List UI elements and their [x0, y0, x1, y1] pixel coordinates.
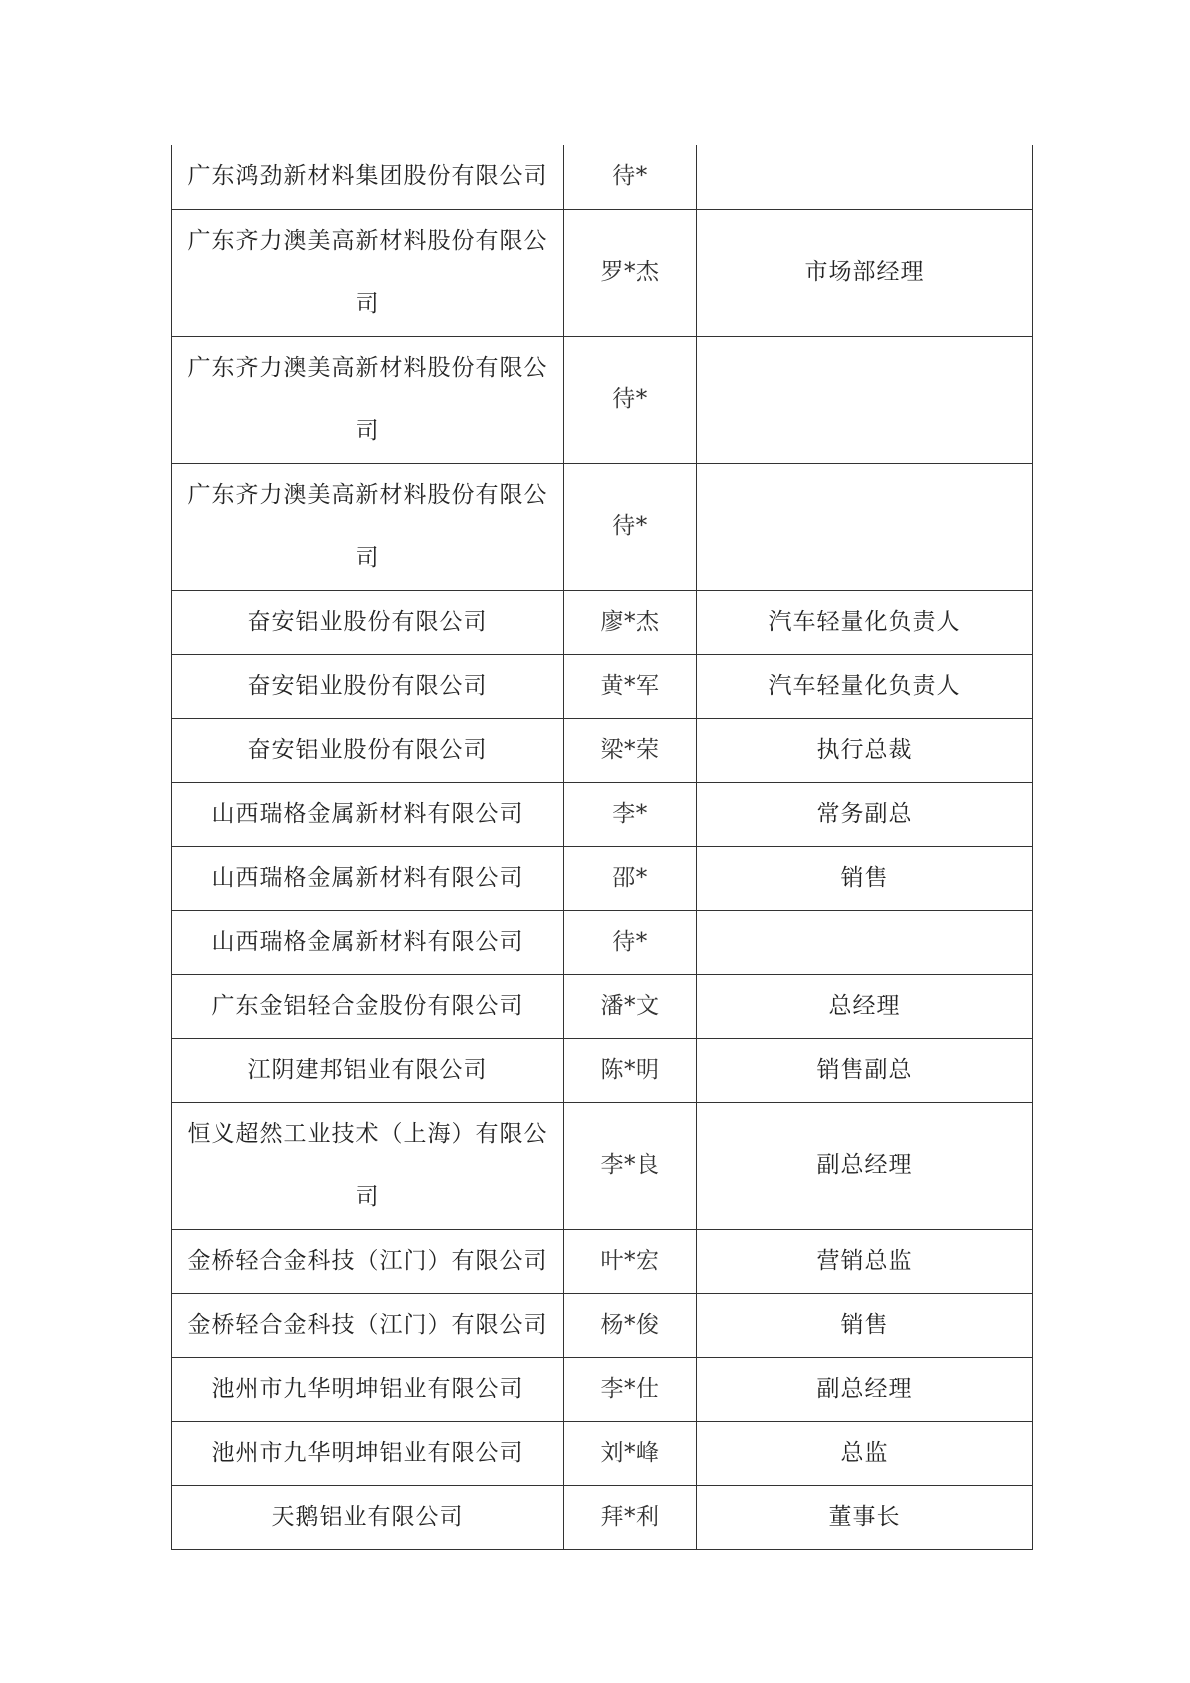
- table-row: [172, 1485, 1033, 1549]
- title-cell: 汽车轻量化负责人: [697, 654, 1033, 718]
- company-cell: 山西瑞格金属新材料有限公司: [172, 910, 564, 974]
- table-row: [172, 846, 1033, 910]
- table-row: [172, 782, 1033, 846]
- table-row: [172, 1038, 1033, 1102]
- title-cell: 销售: [697, 846, 1033, 910]
- table-row: [172, 654, 1033, 718]
- table-row: [172, 1421, 1033, 1485]
- table-row: [172, 1229, 1033, 1293]
- name-cell: 陈*明: [564, 1038, 697, 1102]
- table-row: [172, 974, 1033, 1038]
- title-cell: [697, 463, 1033, 590]
- company-cell: 奋安铝业股份有限公司: [172, 718, 564, 782]
- title-cell: 董事长: [697, 1485, 1033, 1549]
- title-cell: 销售: [697, 1293, 1033, 1357]
- name-cell: 罗*杰: [564, 209, 697, 336]
- company-cell: 池州市九华明坤铝业有限公司: [172, 1357, 564, 1421]
- company-cell: 广东齐力澳美高新材料股份有限公司: [172, 336, 564, 463]
- name-cell: 廖*杰: [564, 590, 697, 654]
- title-cell: 汽车轻量化负责人: [697, 590, 1033, 654]
- table-row: [172, 209, 1033, 336]
- title-cell: 总经理: [697, 974, 1033, 1038]
- name-cell: 邵*: [564, 846, 697, 910]
- company-cell: 山西瑞格金属新材料有限公司: [172, 846, 564, 910]
- table-row: [172, 145, 1033, 209]
- table-row: [172, 1293, 1033, 1357]
- name-cell: 潘*文: [564, 974, 697, 1038]
- title-cell: 市场部经理: [697, 209, 1033, 336]
- attendee-table: [171, 145, 1033, 1550]
- company-cell: 池州市九华明坤铝业有限公司: [172, 1421, 564, 1485]
- company-cell: 江阴建邦铝业有限公司: [172, 1038, 564, 1102]
- name-cell: 拜*利: [564, 1485, 697, 1549]
- title-cell: 总监: [697, 1421, 1033, 1485]
- title-cell: 副总经理: [697, 1102, 1033, 1229]
- title-cell: 销售副总: [697, 1038, 1033, 1102]
- title-cell: 副总经理: [697, 1357, 1033, 1421]
- name-cell: 待*: [564, 463, 697, 590]
- table-row: [172, 590, 1033, 654]
- table-row: [172, 1357, 1033, 1421]
- title-cell: 营销总监: [697, 1229, 1033, 1293]
- name-cell: 梁*荣: [564, 718, 697, 782]
- name-cell: 李*良: [564, 1102, 697, 1229]
- title-cell: [697, 145, 1033, 209]
- title-cell: [697, 910, 1033, 974]
- name-cell: 黄*军: [564, 654, 697, 718]
- name-cell: 李*仕: [564, 1357, 697, 1421]
- name-cell: 待*: [564, 336, 697, 463]
- company-cell: 金桥轻合金科技（江门）有限公司: [172, 1293, 564, 1357]
- company-cell: 广东金铝轻合金股份有限公司: [172, 974, 564, 1038]
- company-cell: 广东齐力澳美高新材料股份有限公司: [172, 463, 564, 590]
- table-row: [172, 718, 1033, 782]
- table-row: [172, 1102, 1033, 1229]
- name-cell: 杨*俊: [564, 1293, 697, 1357]
- table-row: [172, 336, 1033, 463]
- table-row: [172, 910, 1033, 974]
- company-cell: 金桥轻合金科技（江门）有限公司: [172, 1229, 564, 1293]
- name-cell: 待*: [564, 910, 697, 974]
- name-cell: 叶*宏: [564, 1229, 697, 1293]
- company-cell: 恒义超然工业技术（上海）有限公司: [172, 1102, 564, 1229]
- title-cell: [697, 336, 1033, 463]
- company-cell: 奋安铝业股份有限公司: [172, 590, 564, 654]
- name-cell: 李*: [564, 782, 697, 846]
- company-cell: 广东鸿劲新材料集团股份有限公司: [172, 145, 564, 209]
- company-cell: 山西瑞格金属新材料有限公司: [172, 782, 564, 846]
- title-cell: 执行总裁: [697, 718, 1033, 782]
- company-cell: 奋安铝业股份有限公司: [172, 654, 564, 718]
- table-row: [172, 463, 1033, 590]
- company-cell: 天鹅铝业有限公司: [172, 1485, 564, 1549]
- name-cell: 刘*峰: [564, 1421, 697, 1485]
- name-cell: 待*: [564, 145, 697, 209]
- company-cell: 广东齐力澳美高新材料股份有限公司: [172, 209, 564, 336]
- title-cell: 常务副总: [697, 782, 1033, 846]
